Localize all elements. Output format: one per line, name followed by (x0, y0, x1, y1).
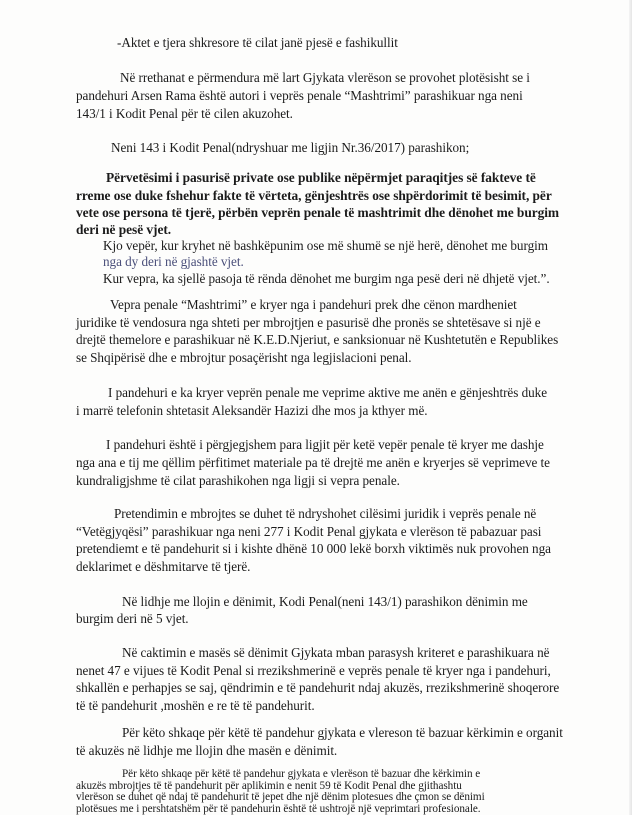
text-line: plotësues me i pershtatshëm për të pandehurin është të ushtrojë një veprimtari profesionale. (76, 802, 481, 815)
text-line: Neni 143 i Kodit Penal(ndryshuar me ligjin Nr.36/2017) parashikon; (111, 140, 470, 155)
text-line: I pandehuri është i përgjegjshem para ligjit për ketë vepër penale të kryer me dashje (106, 437, 544, 452)
text-line: nga ana e tij me qëllim përfitimet materiale pa të drejtë me anën e kryerjes së veprimeve te (76, 455, 550, 470)
quoted-article-line: Përvetësimi i pasurisë private ose publike nëpërmjet paraqitjes së fakteve të (106, 170, 536, 185)
text-line: vlerëson se duhet që ndaj të pandehurit të jepet dhe një dënim plotesues dhe çmon se dënimi (76, 791, 485, 803)
text-line: Për këto shkaqe për këtë të pandehur gjykata e vlereson të bazuar kërkimin e organit (122, 725, 563, 740)
text-line: se Shqipërisë dhe e mbrojtur posaçërisht nga legjislacioni penal. (76, 350, 412, 365)
quoted-article-line: deri në pesë vjet. (76, 222, 172, 237)
text-line: burgim deri në 5 vjet. (76, 611, 189, 626)
text-line: Pretendimin e mbrojtes se duhet të ndryshohet cilësimi juridik i veprës penale në (114, 506, 537, 521)
text-line: të akuzës në lidhje me llojin dhe masën e dënimit. (76, 743, 338, 758)
quoted-article-line: vete ose persona të tjerë, përbën veprën penale të mashtrimit dhe dënohet me burgim (76, 205, 560, 220)
text-line: drejtë themelore e parashikuar në K.E.D.Njeriut, e sanksionuar në Kushtetutën e Republikes (76, 332, 559, 347)
text-line: 143/1 i Kodit Penal për të cilen akuzohet. (76, 106, 293, 121)
text-line: nga dy deri në gjashtë vjet. (103, 254, 244, 269)
text-line: “Vetëgjyqësi” parashikuar nga neni 277 i Kodit Penal gjykata e vlerëson të pabazuar pasi (76, 524, 542, 539)
text-line: -Aktet e tjera shkresore të cilat janë pjesë e fashikullit (117, 35, 398, 50)
text-line: pretendiemt e të pandehurit si i kishte dhënë 10 000 lekë borxh viktimës nuk provohen nga (76, 541, 551, 556)
text-line: Kjo vepër, kur kryhet në bashkëpunim ose më shumë se një herë, dënohet me burgim (103, 238, 548, 253)
text-line: Vepra penale “Mashtrimi” e kryer nga i pandehuri prek dhe cënon mardheniet (110, 297, 517, 312)
text-line: Në caktimin e masës së dënimit Gjykata mban parasysh kriteret e parashikuara në (122, 645, 550, 660)
text-line: Në rrethanat e përmendura më lart Gjykata vlerëson se provohet plotësisht se i (120, 70, 530, 85)
text-line: I pandehuri e ka kryer veprën penale me veprime aktive me anën e gënjeshtrës duke (108, 385, 548, 400)
text-line: të të pandehurit ,moshën e re të të pandehurit. (76, 698, 315, 713)
quoted-article-line: rreme ose duke fshehur fakte të vërteta, gënjeshtrës ose shpërdorimit të besimit, për (76, 188, 552, 203)
text-line: Për këto shkaqe për këtë të pandehur gjykata e vlerëson të bazuar dhe kërkimin e (122, 768, 481, 780)
text-line: pandehuri Arsen Rama është autori i veprës penale “Mashtrimi” parashikuar nga neni (76, 88, 523, 103)
text-line: i marrë telefonin shtetasit Aleksandër Hazizi dhe mos ja kthyer më. (76, 403, 428, 418)
text-line: akuzës mbrojtjes të të pandehurit për aplikimin e nenit 59 të Kodit Penal dhe gjithashtu (76, 779, 462, 792)
text-line: kundraligjshme të cilat parashikohen nga ligji si vepra penale. (76, 473, 400, 488)
text-line: Kur vepra, ka sjellë pasoja të rënda dënohet me burgim nga pesë deri në dhjetë vjet.”. (103, 271, 550, 286)
text-line: nenet 47 e vijues të Kodit Penal si rrezikshmerinë e veprës penale të kryer nga i pandehuri, (76, 663, 551, 678)
text-line: juridike të vendosura nga shteti per mbrojtjen e pasurisë dhe pronës se shtetësave si një e (76, 315, 541, 330)
text-line: shkallën e perhapjes se saj, qëndrimin e të pandehurit ndaj akuzës, rrezikshmerinë shoqerore (76, 680, 560, 695)
text-line: Në lidhje me llojin e dënimit, Kodi Penal(neni 143/1) parashikon dënimin me (122, 594, 528, 609)
text-line: deklarimet e dëshmitarve të tjerë. (76, 559, 251, 574)
